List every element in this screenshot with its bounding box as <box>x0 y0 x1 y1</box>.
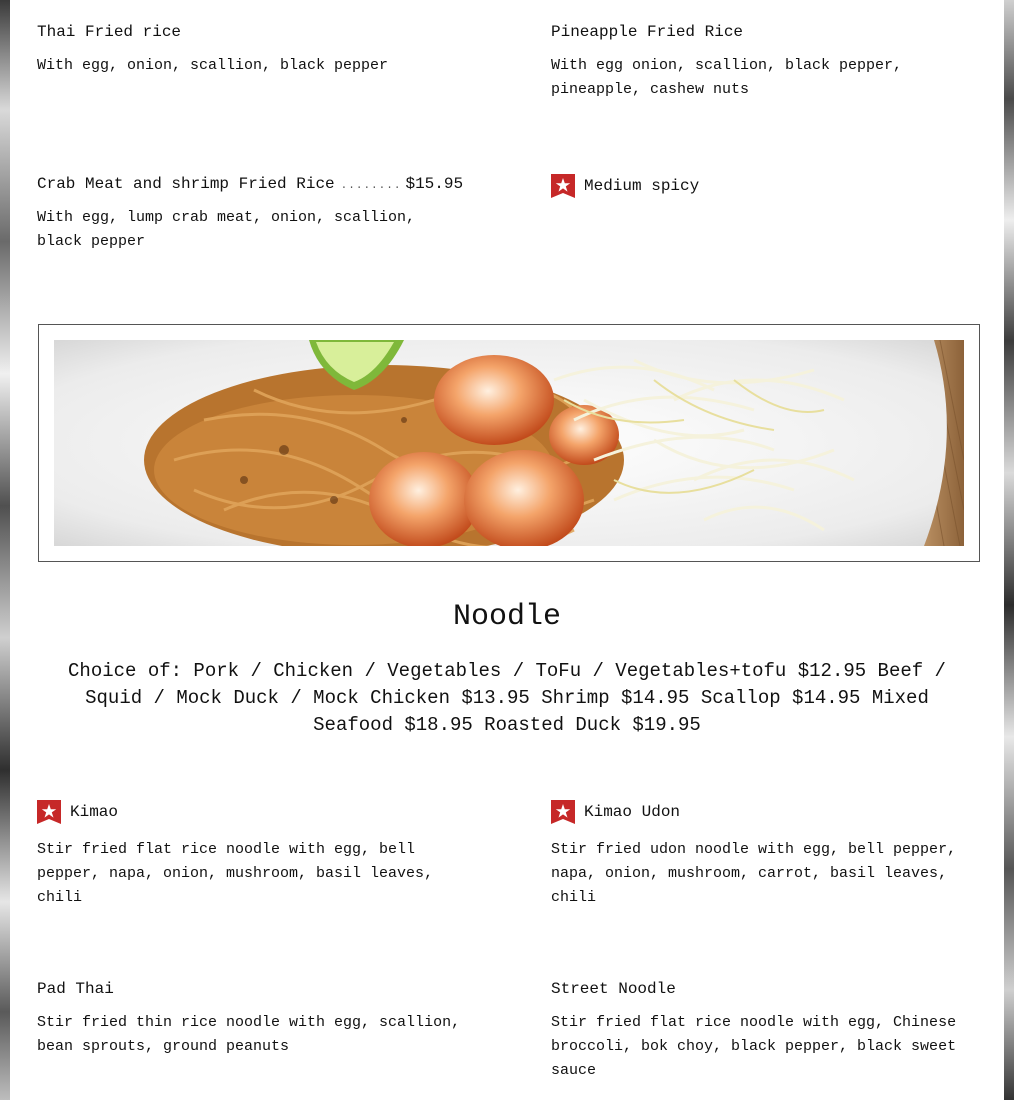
section-title-noodle: Noodle <box>452 600 562 634</box>
item-description: Stir fried udon noodle with egg, bell pepper, napa, onion, mushroom, carrot, basil leaves, chili <box>551 841 957 906</box>
item-description: With egg, lump crab meat, onion, scallion, black pepper <box>37 209 416 250</box>
spicy-legend <box>551 174 981 198</box>
dish-photo-frame <box>38 324 980 562</box>
item-price: $15.95 <box>405 175 464 193</box>
star-badge-icon <box>37 800 61 824</box>
item-title: Pad Thai <box>37 980 114 998</box>
price-leader-dots: ........ <box>340 180 402 192</box>
star-badge-icon <box>551 800 575 824</box>
menu-item-kimao <box>37 800 467 910</box>
menu-item-pineapple-fried-rice <box>551 22 941 102</box>
item-description: Stir fried thin rice noodle with egg, scallion, bean sprouts, ground peanuts <box>37 1014 461 1055</box>
item-title: Pineapple Fried Rice <box>551 23 744 41</box>
menu-item-crab-fried-rice <box>37 174 467 254</box>
menu-item-street-noodle <box>551 979 971 1083</box>
noodle-choice-text: Choice of: Pork / Chicken / Vegetables / ToFu / Vegetables+tofu $12.95 Beef / Squid / Mock Duck / Mock Chicken $13.95 Shrimp $14.95 Scallop $14.95 Mixed Seafood $18.95 Roasted Duck $19.95 <box>68 660 946 736</box>
item-description: With egg onion, scallion, black pepper, pineapple, cashew nuts <box>551 57 903 98</box>
item-title: Kimao Udon <box>584 803 681 821</box>
pad-thai-photo <box>54 340 964 546</box>
menu-item-kimao-udon <box>551 800 971 910</box>
right-border-strip <box>1004 0 1014 1100</box>
item-title: Street Noodle <box>551 980 676 998</box>
item-title-row <box>37 174 467 194</box>
legend-label: Medium spicy <box>584 177 700 195</box>
item-description: Stir fried flat rice noodle with egg, bell pepper, napa, onion, mushroom, basil leaves, chili <box>37 841 434 906</box>
item-title: Crab Meat and shrimp Fried Rice <box>37 175 335 193</box>
star-badge-icon <box>551 174 575 198</box>
menu-item-pad-thai <box>37 979 467 1059</box>
item-description: Stir fried flat rice noodle with egg, Chinese broccoli, bok choy, black pepper, black sweet sauce <box>551 1014 957 1079</box>
item-title: Thai Fried rice <box>37 23 182 41</box>
item-title: Kimao <box>70 803 119 821</box>
item-description: With egg, onion, scallion, black pepper <box>37 57 389 74</box>
menu-item-thai-fried-rice <box>37 22 467 78</box>
menu-page <box>10 0 1004 1100</box>
left-border-strip <box>0 0 10 1100</box>
